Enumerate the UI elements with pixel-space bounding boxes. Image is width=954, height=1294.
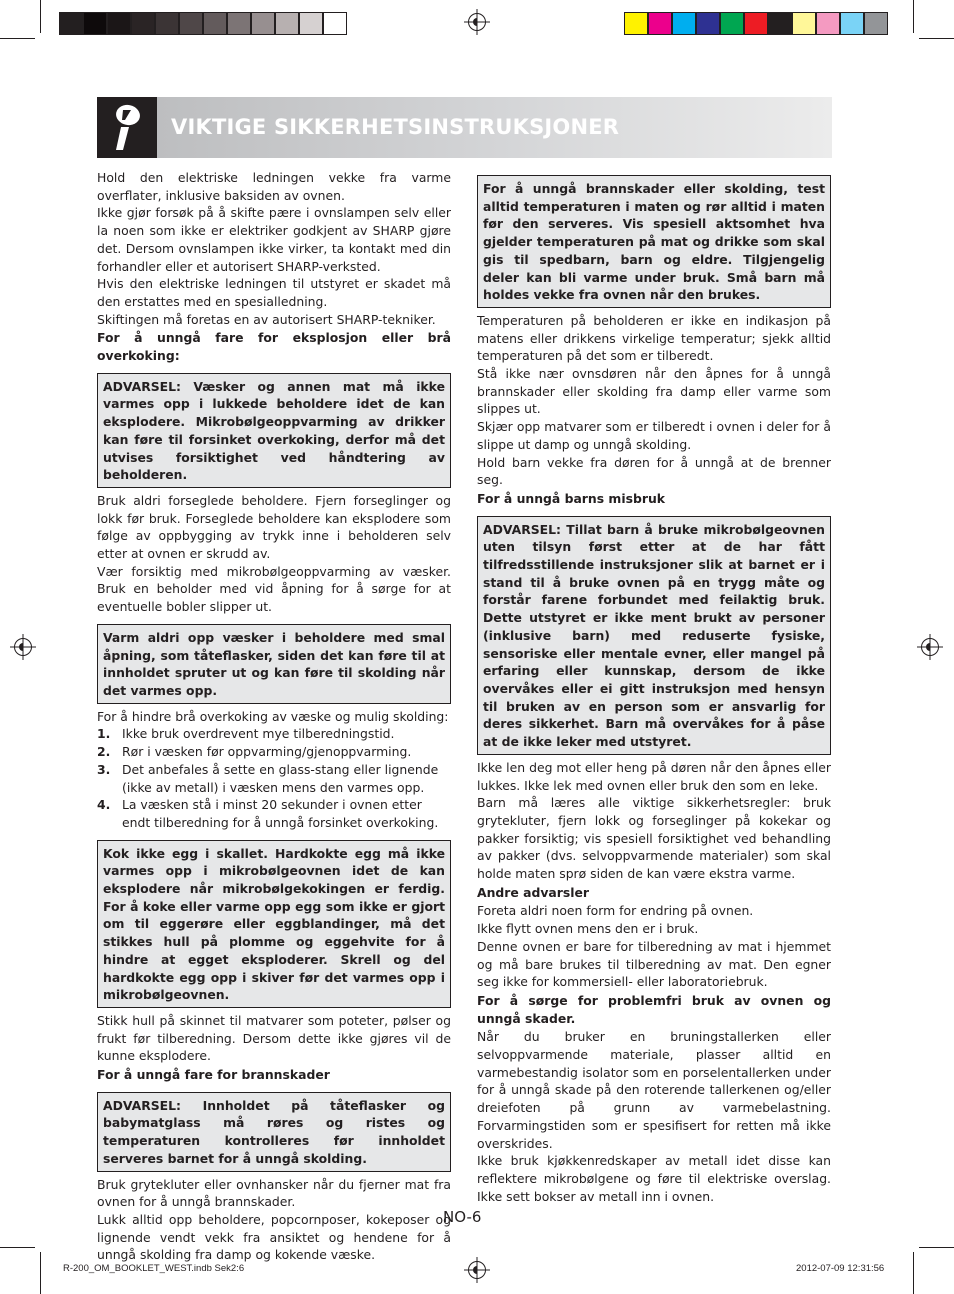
file-slug: R-200_OM_BOOKLET_WEST.indb Sek2:6 <box>63 1263 245 1274</box>
crop-mark <box>40 1252 41 1294</box>
section-header <box>97 97 832 158</box>
paragraph: For å hindre brå overkoking av væske og mulig skolding: <box>97 708 449 724</box>
subheading: For å unngå fare for eksplosjon eller brå overkoking: <box>97 330 451 364</box>
color-swatch <box>59 12 83 35</box>
color-swatch <box>275 12 299 35</box>
color-swatch <box>840 12 864 35</box>
color-bar-process <box>624 12 888 35</box>
paragraph: Lukk alltid opp beholdere, popcornposer, kokeposer og lignende vendt vekk fra ansiktet og hendene for å unngå skolding fra damp og kokende væske. <box>97 1211 451 1263</box>
color-swatch <box>323 12 347 35</box>
color-swatch <box>696 12 720 35</box>
subheading: For å unngå fare for brannskader <box>97 1067 330 1083</box>
paragraph: Bruk aldri forseglede beholdere. Fjern forseglinger og lokk før bruk. Forseglede beholdere kan eksplodere som følge av oppbygging av trykk inne i beholderen selv etter at ovnen er skrudd av. <box>97 492 451 562</box>
color-swatch <box>83 12 107 35</box>
registration-mark-icon <box>921 638 939 656</box>
paragraph: Ikke gjør forsøk på å skifte pære i ovnslampen selv eller la noen som ikke er elektriker godkjent av SHARP gjøre det. Dersom ovnslampen ikke virker, ta kontakt med din forhandler eller et autorisert SHARP-verksted. <box>97 205 451 274</box>
page-number: NO-6 <box>443 1208 482 1226</box>
registration-mark-icon <box>468 1261 486 1279</box>
timestamp: 2012-07-09 12:31:56 <box>796 1263 885 1274</box>
color-swatch <box>624 12 648 35</box>
paragraph: Stå ikke nær ovnsdøren når den åpnes for å unngå brannskader eller skolding fra damp eller varme som slippes ut. <box>477 366 831 417</box>
registration-mark-icon <box>14 638 32 656</box>
warning-box: For å unngå brannskader eller skolding, test alltid temperaturen i maten og rør alltid i maten før den serveres. Vis spesiell aktsomhet hva gjelder temperaturen på mat og drikke som skal gis til spedbarn, barn og eldre. Tilgjengelig deler kan bli varme under bruk. Små barn må holdes vekke fra ovnen når den brukes. <box>477 175 831 308</box>
color-swatch <box>768 12 792 35</box>
warning-box: ADVARSEL: Tillat barn å bruke mikrobølgeovnen uten tilsyn først etter at de har fått tilfredsstillende instruksjoner slik at barnet er i stand til å bruke ovnen på en trygg måte og forstår farene forbundet med feilaktig bruk. Dette utstyret er ikke ment brukt av personer (inklusive barn) med reduserte fysiske, sensoriske eller mentale evner, eller mangel på erfaring eller kunnskap, dersom de ikke overvåkes eller ei gitt instruksjon med hensyn til bruken av en person som er ansvarlig for deres sikkerhet. Barn må overvåkes for å påse at de ikke leker med utstyret. <box>477 516 831 755</box>
color-swatch <box>227 12 251 35</box>
right-column <box>477 170 831 1205</box>
subheading: For å unngå barns misbruk <box>477 490 666 506</box>
paragraph: Stikk hull på skinnet til matvarer som poteter, pølser og frukt før tilberedning. Dersom dette ikke gjøres vil de kunne eksplodere. <box>97 1012 451 1064</box>
registration-mark-icon <box>468 13 486 31</box>
warning-box: ADVARSEL: Væsker og annen mat må ikke varmes opp i lukkede beholdere idet de kan eksplodere. Mikrobølgeoppvarming av drikker kan føre til forsinket overkoking, derfor må det utvises forsiktighet ved håndtering av beholderen. <box>97 373 451 488</box>
paragraph: Hold barn vekke fra døren for å unngå at de brenner seg. <box>477 454 831 488</box>
color-swatch <box>299 12 323 35</box>
subheading: Andre advarsler <box>477 884 590 900</box>
paragraph: Hvis den elektriske ledningen til utstyret er skadet må den erstattes med en spesialledning. <box>97 276 451 309</box>
paragraph: Når du bruker en bruningstallerken eller selvoppvarmende materiale, plasser alltid en varmebestandig isolator som en porselentallerken under for å unngå skade på den roterende tallerkenen og/eller dreiefoten på grunn av varmebelastning. Forvarmingstiden som er spesifisert for retten må ikke overskrides. <box>477 1029 831 1151</box>
page-title: VIKTIGE SIKKERHETSINSTRUKSJONER <box>171 115 620 139</box>
paragraph: Denne ovnen er bare for tilberedning av mat i hjemmet og må bare brukes til tilberedning av mat. Den egner seg ikke for kommersiell- eller laboratoriebruk. <box>477 938 831 990</box>
color-swatch <box>720 12 744 35</box>
color-swatch <box>251 12 275 35</box>
color-swatch <box>792 12 816 35</box>
color-swatch <box>816 12 840 35</box>
left-column <box>97 169 451 1264</box>
paragraph: Skiftingen må foretas en av autorisert SHARP-tekniker. <box>97 311 436 327</box>
color-swatch <box>864 12 888 35</box>
warning-box: Varm aldri opp væsker i beholdere med smal åpning, som tåteflasker, siden det kan føre til at innholdet spruter ut og kan føre til skolding når det varmes opp. <box>97 624 451 704</box>
paragraph: Barn må læres alle viktige sikkerhetsregler: bruk grytekluter, fjern lokk og forseglinger på kokekar og pakker forsiktig; vis spesiell forsiktighet ved behandling av pakker (dvs. selvoppvarmende materialer) som skal holde maten sprø siden de kan være ekstra varme. <box>477 795 831 882</box>
crop-mark <box>40 0 41 33</box>
paragraph: Ikke flytt ovnen mens den er i bruk. <box>477 921 699 937</box>
paragraph: Hold den elektriske ledningen vekke fra varme overflater, inklusive baksiden av ovnen. <box>97 170 451 203</box>
color-swatch <box>155 12 179 35</box>
warning-box: ADVARSEL: Innholdet på tåteflasker og babymatglass må røres og ristes og temperaturen kontrolleres før innholdet serveres barnet for å unngå skolding. <box>97 1092 451 1172</box>
crop-mark <box>919 1247 954 1248</box>
color-swatch <box>107 12 131 35</box>
list-item: 1. Ikke bruk overdrevent mye tilberedningstid. <box>97 726 395 742</box>
paragraph: Foreta aldri noen form for endring på ovnen. <box>477 903 754 919</box>
color-swatch <box>744 12 768 35</box>
color-swatch <box>648 12 672 35</box>
crop-mark <box>913 0 914 33</box>
info-icon <box>97 97 157 158</box>
paragraph: Vær forsiktig med mikrobølgeoppvarming av væsker. Bruk en beholder med vid åpning for å sørge for at eventuelle bobler slipper ut. <box>97 563 451 615</box>
list-item: 4. La væsken stå i minst 20 sekunder i ovnen etter endt tilberedning for å unngå forsinket overkoking. <box>97 797 439 830</box>
subheading: For å sørge for problemfri bruk av ovnen og unngå skader. <box>477 992 831 1026</box>
list-item: 2. Rør i væsken før oppvarming/gjenoppvarming. <box>97 744 412 760</box>
crop-mark <box>0 38 35 39</box>
color-swatch <box>203 12 227 35</box>
crop-mark <box>0 1247 35 1248</box>
color-swatch <box>179 12 203 35</box>
paragraph: Skjær opp matvarer som er tilberedt i ovnen i deler for å slippe ut damp og unngå skolding. <box>477 419 831 452</box>
warning-box: Kok ikke egg i skallet. Hardkokte egg må ikke varmes opp i mikrobølgeovnen idet de kan eksplodere når mikrobølgekokingen er ferdig. For å koke eller varme opp egg som ikke er gjort om til eggerøre eller eggblandinger, må det stikkes hull på plomme og eggehvite for å hindre at egget eksploderer. Skrell og del hardkokte egg opp i skiver før det varmes opp i mikrobølgeovnen. <box>97 840 451 1008</box>
color-swatch <box>131 12 155 35</box>
paragraph: Ikke len deg mot eller heng på døren når den åpnes eller lukkes. Ikke lek med ovnen eller bruk den som en leke. <box>477 759 831 793</box>
color-bar-grayscale <box>59 12 347 35</box>
paragraph: Temperaturen på beholderen er ikke en indikasjon på matens eller drikkens virkelige temperatur; sjekk alltid temperaturen på det som er tilberedt. <box>477 312 831 364</box>
paragraph: Bruk grytekluter eller ovnhansker når du fjerner mat fra ovnen for å unngå brannskader. <box>97 1176 451 1210</box>
crop-mark <box>919 38 954 39</box>
paragraph: Ikke bruk kjøkkenredskaper av metall idet disse kan reflektere mikrobølgene og føre til elektriske overslag. Ikke sett bokser av metall inn i ovnen. <box>477 1153 831 1204</box>
numbered-list <box>97 725 451 831</box>
list-item: 3. Det anbefales å sette en glass-stang eller lignende (ikke av metall) i væsken mens den varmes opp. <box>97 761 439 795</box>
color-swatch <box>672 12 696 35</box>
crop-mark <box>913 1252 914 1294</box>
